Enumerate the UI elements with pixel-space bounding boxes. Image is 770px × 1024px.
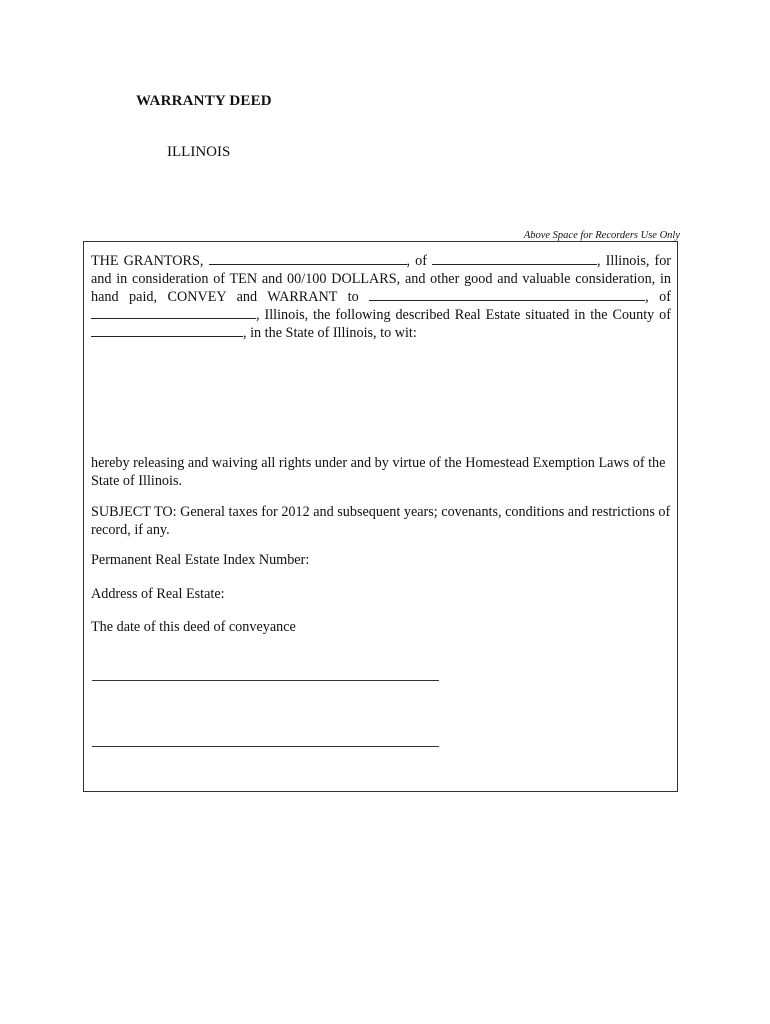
signature-line-1[interactable] [92, 680, 439, 681]
grantors-clause [91, 252, 671, 342]
grantor-name-blank[interactable] [209, 252, 407, 265]
grantor-of-text: , of [406, 253, 427, 269]
signature-line-2[interactable] [92, 746, 439, 747]
real-estate-text: , Illinois, the following described Real Estate situated in the County of [256, 307, 671, 323]
homestead-clause: hereby releasing and waiving all rights under and by virtue of the Homestead Exemption Laws of the State of Illinois. [91, 455, 666, 489]
grantee-name-blank[interactable] [369, 288, 645, 301]
grantor-city-blank[interactable] [432, 252, 597, 265]
state-heading: ILLINOIS [167, 144, 231, 160]
to-wit-text: , in the State of Illinois, to wit: [243, 325, 417, 341]
document-title: WARRANTY DEED [136, 93, 272, 109]
county-blank[interactable] [91, 324, 243, 337]
address-label: Address of Real Estate: [91, 586, 225, 602]
grantee-city-blank[interactable] [91, 306, 256, 319]
subject-to-clause: SUBJECT TO: General taxes for 2012 and subsequent years; covenants, conditions and restrictions of record, if any. [91, 504, 671, 538]
deed-date-label: The date of this deed of conveyance [91, 619, 296, 635]
deed-body-box [83, 241, 678, 792]
grantors-label: THE GRANTORS, [91, 253, 204, 269]
grantee-of-text: , of [645, 289, 671, 305]
pin-label: Permanent Real Estate Index Number: [91, 552, 310, 568]
consideration-text: , Illinois, for and in consideration of TEN and 00/100 DOLLARS, and other good and valuable consideration, in hand paid, CONVEY and WARRANT to [91, 253, 672, 305]
recorder-space-note: Above Space for Recorders Use Only [523, 230, 680, 241]
